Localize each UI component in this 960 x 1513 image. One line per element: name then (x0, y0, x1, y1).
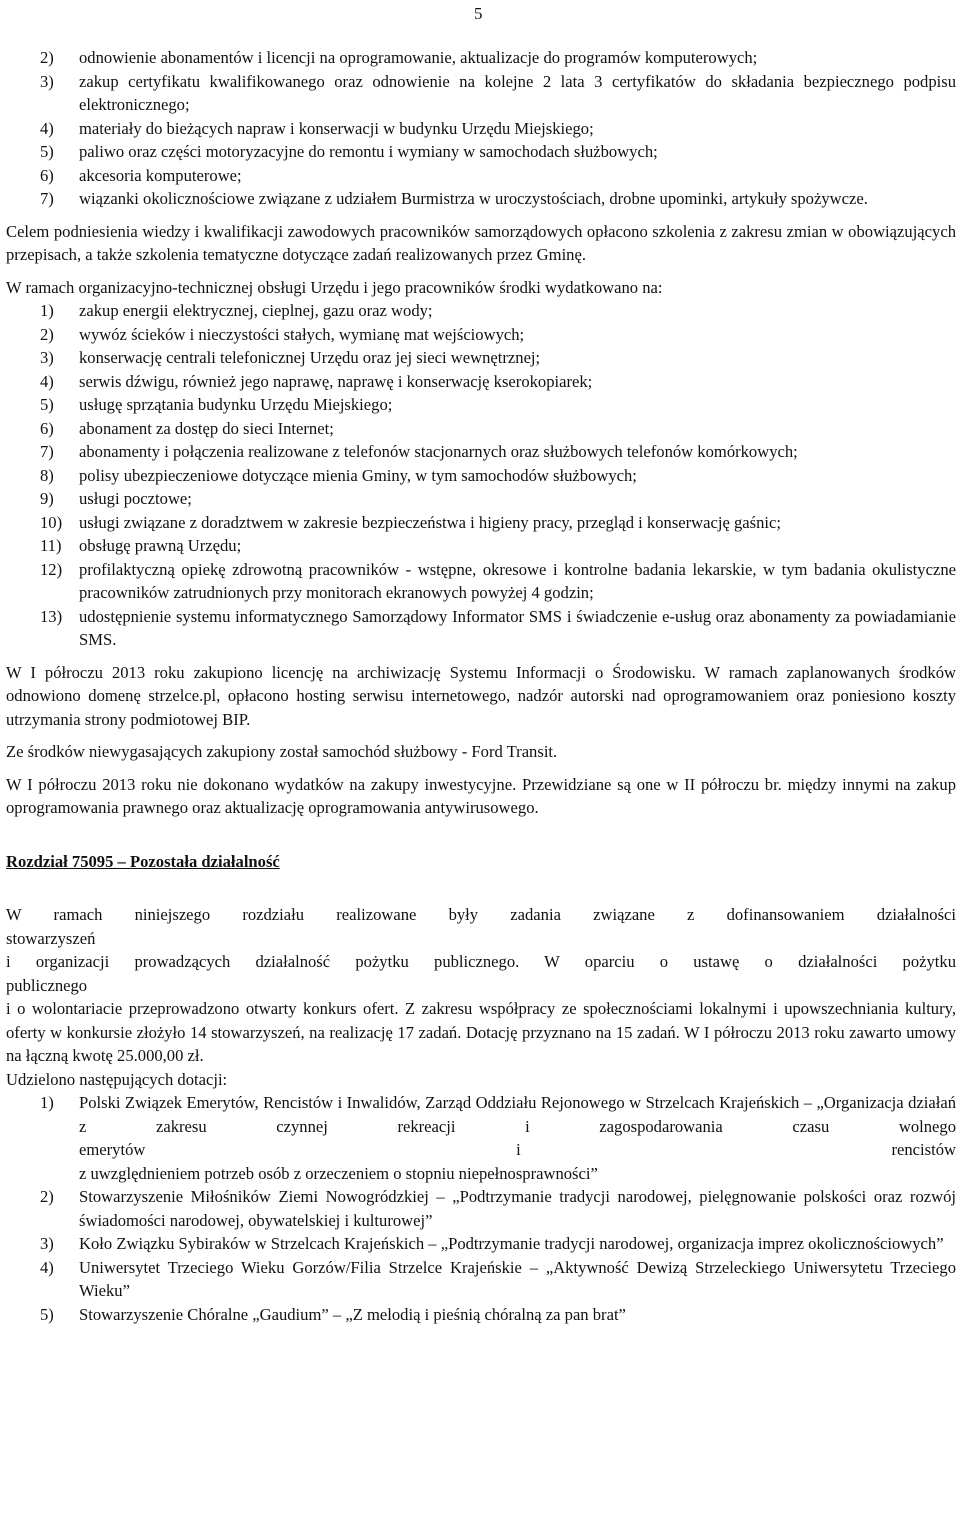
section-heading (6, 850, 956, 874)
list-number: 3) (40, 1234, 54, 1253)
list-text: abonamenty i połączenia realizowane z telefonów stacjonarnych oraz służbowych telefonów komórkowych; (79, 442, 798, 461)
list-text: akcesoria komputerowe; (79, 165, 242, 185)
list-text: odnowienie abonamentów i licencji na oprogramowanie, aktualizacje do programów komputerowych; (79, 48, 758, 67)
list-number: 6) (40, 165, 54, 185)
paragraph-grants-intro: Udzielono następujących dotacji: (6, 1069, 228, 1089)
list-item (6, 346, 956, 370)
list-text: polisy ubezpieczeniowe dotyczące mienia Gminy, w tym samochodów służbowych; (79, 465, 637, 485)
list-text: usługę sprzątania budynku Urzędu Miejskiego; (79, 395, 393, 414)
list-number: 2) (40, 48, 54, 67)
paragraph-investments: W I półroczu 2013 roku nie dokonano wydatków na zakupy inwestycyjne. Przewidziane są one w II półroczu br. między innymi na zakup oprogramowania prawnego oraz aktualizację oprogramowania antywirusowego. (6, 774, 956, 817)
list-text: z uwzględnieniem potrzeb osób z orzeczeniem o stopniu niepełnosprawności” (79, 1163, 598, 1183)
list-item (6, 46, 956, 70)
list-item (6, 417, 956, 441)
list-number: 4) (40, 371, 54, 391)
list-item (6, 70, 956, 117)
list-number: 2) (40, 1187, 54, 1206)
list-text: Stowarzyszenie Miłośników Ziemi Nowogródzkiej – „Podtrzymanie tradycji narodowej, pielęgnowanie polskości oraz rozwój świadomości narodowej, obywatelskiej i kulturowej” (79, 1187, 956, 1230)
expense-list-b (6, 299, 956, 652)
list-number: 5) (40, 142, 54, 161)
list-item (6, 1091, 956, 1185)
list-number: 8) (40, 465, 54, 485)
document-body (6, 46, 956, 1326)
list-text: abonament za dostęp do sieci Internet; (79, 418, 334, 438)
list-text: serwis dźwigu, również jego naprawę, naprawę i konserwację kserokopiarek; (79, 371, 593, 391)
paragraph-line: W ramach niniejszego rozdziału realizowane były zadania związane z dofinansowaniem działalności (6, 905, 956, 924)
list-number: 3) (40, 71, 54, 91)
list-number: 1) (40, 301, 54, 320)
paragraph-car: Ze środków niewygasających zakupiony został samochód służbowy - Ford Transit. (6, 742, 558, 761)
list-number: 11) (40, 536, 62, 555)
list-item (6, 393, 956, 417)
list-text: zakup certyfikatu kwalifikowanego oraz odnowienie na kolejne 2 lata 3 certyfikatów do składania bezpiecznego podpisu elektronicznego; (79, 71, 956, 114)
list-item (6, 370, 956, 394)
list-number: 7) (40, 189, 54, 208)
list-text: konserwację centrali telefonicznej Urzędu oraz jej sieci wewnętrznej; (79, 348, 541, 367)
paragraph-license: W I półroczu 2013 roku zakupiono licencję na archiwizację Systemu Informacji o Środowisku. W ramach zaplanowanych środków odnowiono domenę strzelce.pl, opłacono hosting serwisu internetowego, nadzór autorski nad oprogramowaniem oraz poniesiono koszty utrzymania strony podmiotowej BIP. (6, 662, 956, 729)
list-text: Uniwersytet Trzeciego Wieku Gorzów/Filia Strzelce Krajeńskie – „Aktywność Dewizą Strzeleckiego Uniwersytetu Trzeciego Wieku” (79, 1257, 956, 1300)
paragraph-line: i organizacji prowadzących działalność pożytku publicznego. W oparciu o ustawę o działalności pożytku (6, 952, 956, 971)
list-item (6, 558, 956, 605)
list-number: 12) (40, 559, 63, 579)
list-text: zakup energii elektrycznej, cieplnej, gazu oraz wody; (79, 301, 433, 320)
list-item (6, 117, 956, 141)
list-number: 9) (40, 489, 54, 508)
paragraph-chapter (6, 903, 956, 1068)
paragraph-line: publicznego (6, 975, 88, 995)
list-item (6, 1303, 956, 1327)
list-number: 13) (40, 606, 63, 626)
list-text: materiały do bieżących napraw i konserwacji w budynku Urzędu Miejskiego; (79, 118, 594, 138)
list-text: Koło Związku Sybiraków w Strzelcach Krajeńskich – „Podtrzymanie tradycji narodowej, organizacja imprez okolicznościowych” (79, 1234, 944, 1253)
list-number: 1) (40, 1093, 54, 1112)
list-text: wywóz ścieków i nieczystości stałych, wymianę mat wejściowych; (79, 324, 525, 344)
list-item (6, 511, 956, 535)
list-item (6, 140, 956, 164)
list-text: emerytów i rencistów (79, 1140, 956, 1159)
list-text: usługi związane z doradztwem w zakresie bezpieczeństwa i higieny pracy, przegląd i konserwację gaśnic; (79, 512, 782, 532)
paragraph-line: i o wolontariacie przeprowadzono otwarty konkurs ofert. Z zakresu współpracy ze społecznościami lokalnymi i upowszechniania kultury, oferty w konkursie złożyło 14 stowarzyszeń, na realizację 17 zadań. Dotację przyznano na 15 zadań. W I półroczu 2013 roku zawarto umowy na łączną kwotę 25.000,00 zł. (6, 999, 956, 1065)
list-number: 5) (40, 1304, 54, 1324)
grants-list (6, 1091, 956, 1326)
list-text: Polski Związek Emerytów, Rencistów i Inwalidów, Zarząd Oddziału Rejonowego w Strzelcach Krajeńskich – „Organizacja działań z zakresu czynnej rekreacji i zagospodarowania czasu wolnego (79, 1093, 956, 1136)
expense-list-a (6, 46, 956, 211)
list-item (6, 487, 956, 511)
list-number: 6) (40, 418, 54, 438)
list-item (6, 299, 956, 323)
list-text: wiązanki okolicznościowe związane z udziałem Burmistrza w uroczystościach, drobne upominki, artykuły spożywcze. (79, 189, 868, 208)
list-number: 7) (40, 442, 54, 461)
list-text: udostępnienie systemu informatycznego Samorządowy Informator SMS i świadczenie e-usług oraz abonamenty za powiadamianie SMS. (79, 606, 956, 649)
paragraph-org-intro: W ramach organizacyjno-technicznej obsługi Urzędu i jego pracowników środki wydatkowano na: (6, 277, 663, 297)
section-heading-text: Rozdział 75095 – Pozostała działalność (6, 851, 280, 871)
list-item (6, 464, 956, 488)
list-text: Stowarzyszenie Chóralne „Gaudium” – „Z melodią i pieśnią chóralną za pan brat” (79, 1304, 626, 1324)
paragraph-training: Celem podniesienia wiedzy i kwalifikacji zawodowych pracowników samorządowych opłacono szkolenia z zakresu zmian w obowiązujących przepisach, a także szkolenia tematyczne dotyczące zadań realizowanych przez Gminę. (6, 221, 956, 264)
list-item (6, 1232, 956, 1256)
list-number: 5) (40, 395, 54, 414)
list-item (6, 605, 956, 652)
list-text: usługi pocztowe; (79, 489, 192, 508)
list-item (6, 1256, 956, 1303)
page-number: 5 (474, 4, 483, 23)
list-item (6, 440, 956, 464)
list-number: 10) (40, 512, 63, 532)
list-number: 2) (40, 324, 54, 344)
list-number: 4) (40, 118, 54, 138)
list-text: obsługę prawną Urzędu; (79, 536, 242, 555)
list-number: 3) (40, 348, 54, 367)
list-item (6, 164, 956, 188)
list-number: 4) (40, 1257, 54, 1277)
list-item (6, 323, 956, 347)
list-text: profilaktyczną opiekę zdrowotną pracowników - wstępne, okresowe i kontrolne badania lekarskie, w tym badania okulistyczne pracowników zatrudnionych przy monitorach ekranowych powyżej 4 godzin; (79, 559, 956, 602)
list-item (6, 187, 956, 211)
list-item (6, 1185, 956, 1232)
paragraph-line: stowarzyszeń (6, 928, 96, 948)
list-text: paliwo oraz części motoryzacyjne do remontu i wymiany w samochodach służbowych; (79, 142, 658, 161)
list-item (6, 534, 956, 558)
